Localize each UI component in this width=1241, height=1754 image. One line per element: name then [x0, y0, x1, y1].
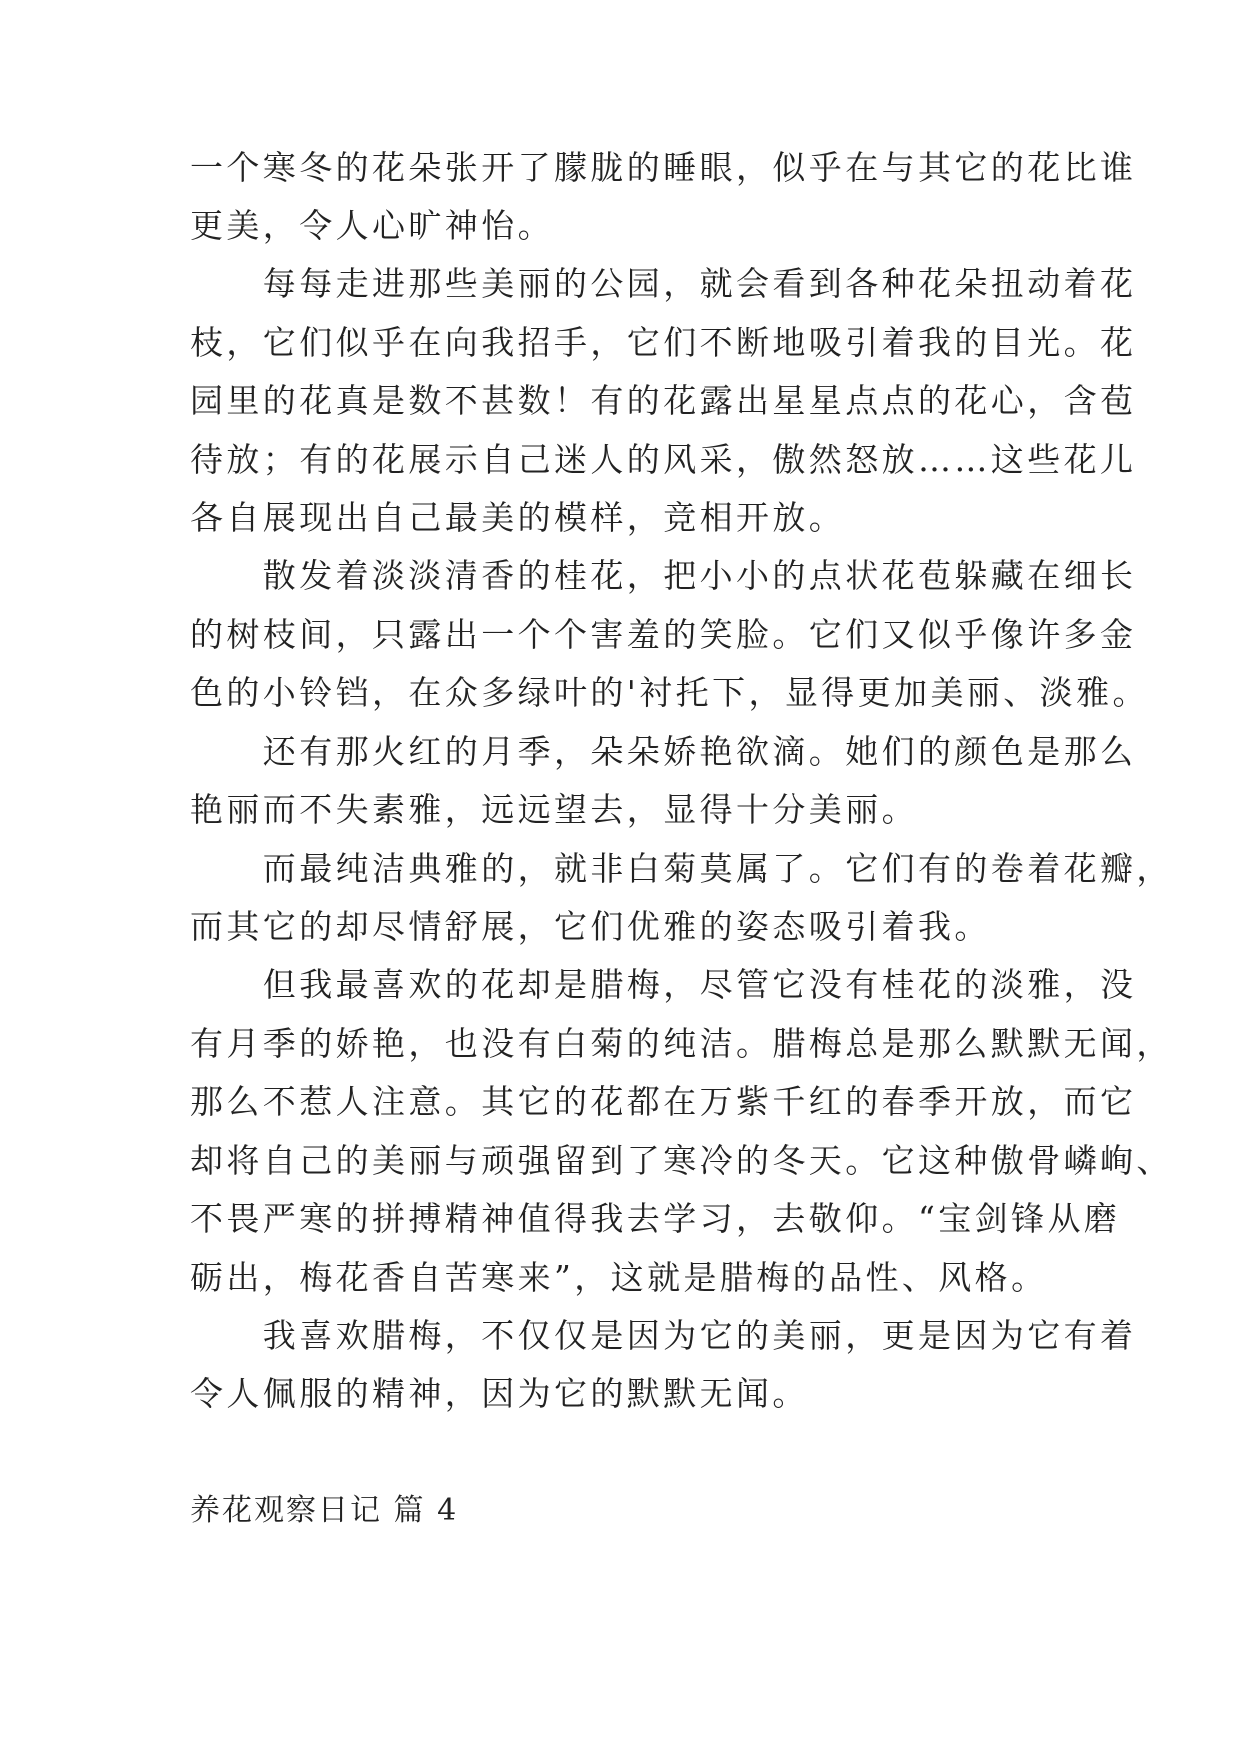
text-line: 砺出，梅花香自苦寒来”，这就是腊梅的品性、风格。	[190, 1258, 1048, 1297]
section-heading: 养花观察日记 篇 4	[190, 1493, 459, 1528]
text-line: 枝，它们似乎在向我招手，它们不断地吸引着我的目光。花	[190, 323, 1137, 362]
text-line: 色的小铃铛，在众多绿叶的'衬托下，显得更加美丽、淡雅。	[190, 673, 1149, 712]
text-line: 的树枝间，只露出一个个害羞的笑脸。它们又似乎像许多金	[190, 615, 1137, 654]
text-line: 待放；有的花展示自己迷人的风采，傲然怒放……这些花儿	[190, 440, 1137, 479]
text-line: 那么不惹人注意。其它的花都在万紫千红的春季开放，而它	[190, 1082, 1137, 1121]
text-line: 更美，令人心旷神怡。	[190, 206, 554, 245]
text-line: 一个寒冬的花朵张开了朦胧的睡眼，似乎在与其它的花比谁	[190, 148, 1137, 187]
text-line: 却将自己的美丽与顽强留到了寒冷的冬天。它这种傲骨嶙峋、	[190, 1141, 1173, 1180]
text-line: 有月季的娇艳，也没有白菊的纯洁。腊梅总是那么默默无闻，	[190, 1024, 1173, 1063]
text-line: 散发着淡淡清香的桂花，把小小的点状花苞躲藏在细长	[190, 556, 1137, 595]
text-line: 不畏严寒的拼搏精神值得我去学习，去敬仰。“宝剑锋从磨	[190, 1199, 1121, 1238]
text-line: 而最纯洁典雅的，就非白菊莫属了。它们有的卷着花瓣，	[190, 849, 1173, 888]
text-line: 还有那火红的月季，朵朵娇艳欲滴。她们的颜色是那么	[190, 732, 1137, 771]
text-line: 而其它的却尽情舒展，它们优雅的姿态吸引着我。	[190, 907, 991, 946]
text-line: 各自展现出自己最美的模样，竞相开放。	[190, 498, 846, 537]
text-line: 艳丽而不失素雅，远远望去，显得十分美丽。	[190, 790, 918, 829]
text-line: 但我最喜欢的花却是腊梅，尽管它没有桂花的淡雅，没	[190, 965, 1137, 1004]
text-line: 园里的花真是数不甚数！有的花露出星星点点的花心，含苞	[190, 381, 1137, 420]
text-line: 每每走进那些美丽的公园，就会看到各种花朵扭动着花	[190, 264, 1137, 303]
text-line: 令人佩服的精神，因为它的默默无闻。	[190, 1374, 809, 1413]
text-line: 我喜欢腊梅，不仅仅是因为它的美丽，更是因为它有着	[190, 1316, 1137, 1355]
